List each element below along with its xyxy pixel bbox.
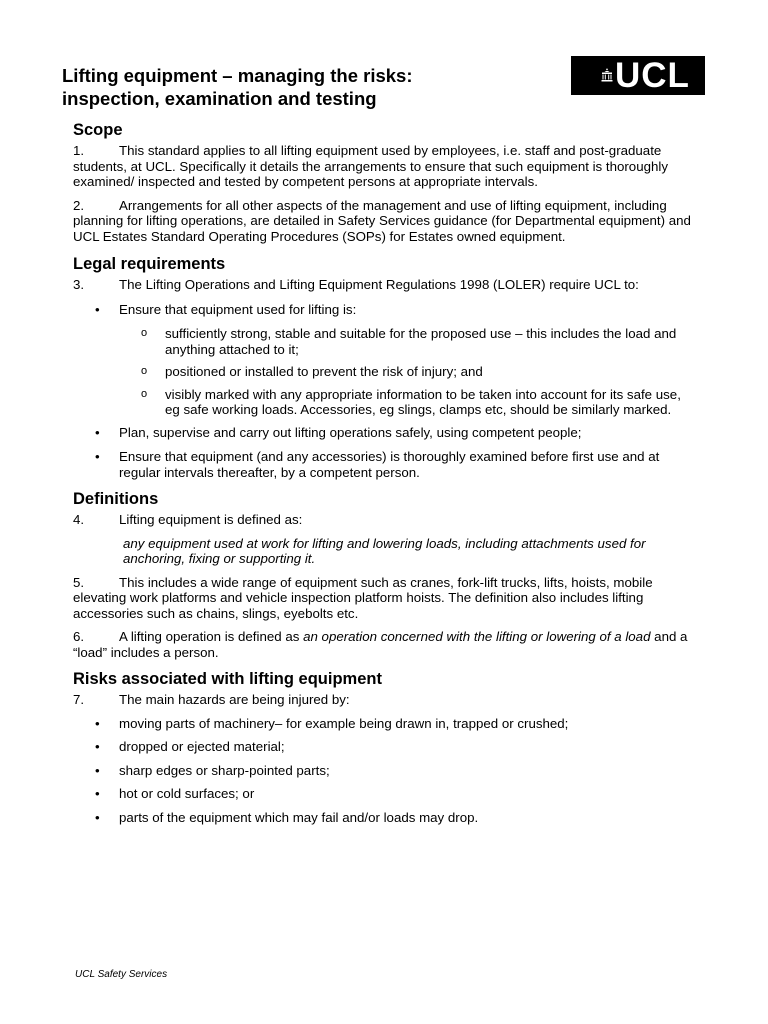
paragraph-number: 5. [73,574,85,590]
legal-requirements-heading: Legal requirements [73,255,226,273]
scope-heading: Scope [73,121,123,139]
list-item-text: sharp edges or sharp-pointed parts; [119,762,330,778]
paragraph-6 [73,629,695,660]
circle-bullet-icon: o [141,365,148,377]
paragraph-text: The Lifting Operations and Lifting Equipment Regulations 1998 (LOLER) require UCL to: [119,277,639,292]
list-item [73,449,695,480]
title-line-2: inspection, examination and testing [62,88,377,109]
portico-icon [601,68,613,82]
list-item-text: hot or cold surfaces; or [119,786,255,801]
paragraph-4 [73,512,695,528]
paragraph-text: The main hazards are being injured by: [119,692,350,707]
paragraph-5 [73,575,695,622]
circle-bullet-icon: o [141,387,148,400]
bullet-icon: • [95,762,100,778]
list-item-text: Ensure that equipment (and any accessories) is thoroughly examined before first use and at regular intervals thereafter, by a competent person. [119,449,660,480]
sub-list-item-text: positioned or installed to prevent the risk of injury; and [165,364,483,379]
sub-list-item [73,326,695,357]
paragraph-text: Lifting equipment is defined as: [119,512,303,527]
paragraph-7 [73,692,695,708]
paragraph-number: 7. [73,692,85,707]
sub-list-item-text: visibly marked with any appropriate information to be taken into account for its safe use, eg safe working loads. Accessories, eg slings, clamps etc, should be similarly marked. [165,386,681,417]
document-body [73,120,695,825]
list-item [73,425,695,441]
list-item [73,739,695,755]
definition-quote: any equipment used at work for lifting and lowering loads, including attachments used for anchoring, fixing or supporting it. [123,535,646,566]
list-item-text: dropped or ejected material; [119,739,285,754]
risks-heading: Risks associated with lifting equipment [73,670,382,688]
page-footer: UCL Safety Services [75,969,168,980]
bullet-icon: • [95,424,100,440]
paragraph-text: This standard applies to all lifting equipment used by employees, i.e. staff and post-graduate students, at UCL. Specifically it details the arrangements to ensure that such equipment is thoroughly examined/ inspected and tested by competent persons at appropriate intervals. [73,143,668,189]
list-item [73,302,695,318]
definitions-heading: Definitions [73,490,159,508]
paragraph-number: 1. [73,143,85,158]
page-title [62,64,542,110]
bullet-icon: • [95,739,100,754]
list-item-text: parts of the equipment which may fail and/or loads may drop. [119,809,479,825]
paragraph-1 [73,143,695,190]
logo-wordmark: UCL [615,56,690,95]
paragraph-2 [73,198,695,245]
ucl-logo [571,56,705,95]
title-line-1: Lifting equipment – managing the risks: [62,65,413,86]
bullet-icon: • [95,449,100,464]
bullet-icon: • [95,715,100,731]
list-item [73,716,695,732]
list-item [73,763,695,779]
list-item-text: moving parts of machinery– for example being drawn in, trapped or crushed; [119,715,569,731]
list-item-text: Plan, supervise and carry out lifting operations safely, using competent people; [119,424,582,440]
paragraph-number: 6. [73,629,85,644]
paragraph-text: Arrangements for all other aspects of the management and use of lifting equipment, including planning for lifting operations, are detailed in Safety Services guidance (for Departmental equipment) and UCL Estates Standard Operating Procedures (SOPs) for Estates owned equipment. [73,197,691,244]
list-item-text: Ensure that equipment used for lifting is: [119,301,357,317]
sub-list-item [73,387,695,418]
paragraph-text: and a “load” includes a person. [73,629,688,660]
sub-list-item [73,364,695,380]
paragraph-number: 4. [73,512,85,527]
paragraph-text-italic: an operation concerned with the lifting or lowering of a load [303,629,651,644]
bullet-icon: • [95,786,100,801]
bullet-icon: • [95,809,100,825]
paragraph-text: A lifting operation is defined as [119,629,304,644]
paragraph-number: 3. [73,277,85,292]
list-item [73,810,695,826]
paragraph-number: 2. [73,197,85,213]
paragraph-3 [73,277,695,293]
list-item [73,786,695,802]
circle-bullet-icon: o [141,327,148,339]
bullet-icon: • [95,301,100,317]
sub-list-item-text: sufficiently strong, stable and suitable for the proposed use – this includes the load and anything attached to it; [165,326,677,357]
paragraph-text: This includes a wide range of equipment such as cranes, fork-lift trucks, lifts, hoists, mobile elevating work platforms and vehicle inspection platform hoists. The definition also includes lifting accessories such as chains, slings, eyebolts etc. [73,574,653,621]
